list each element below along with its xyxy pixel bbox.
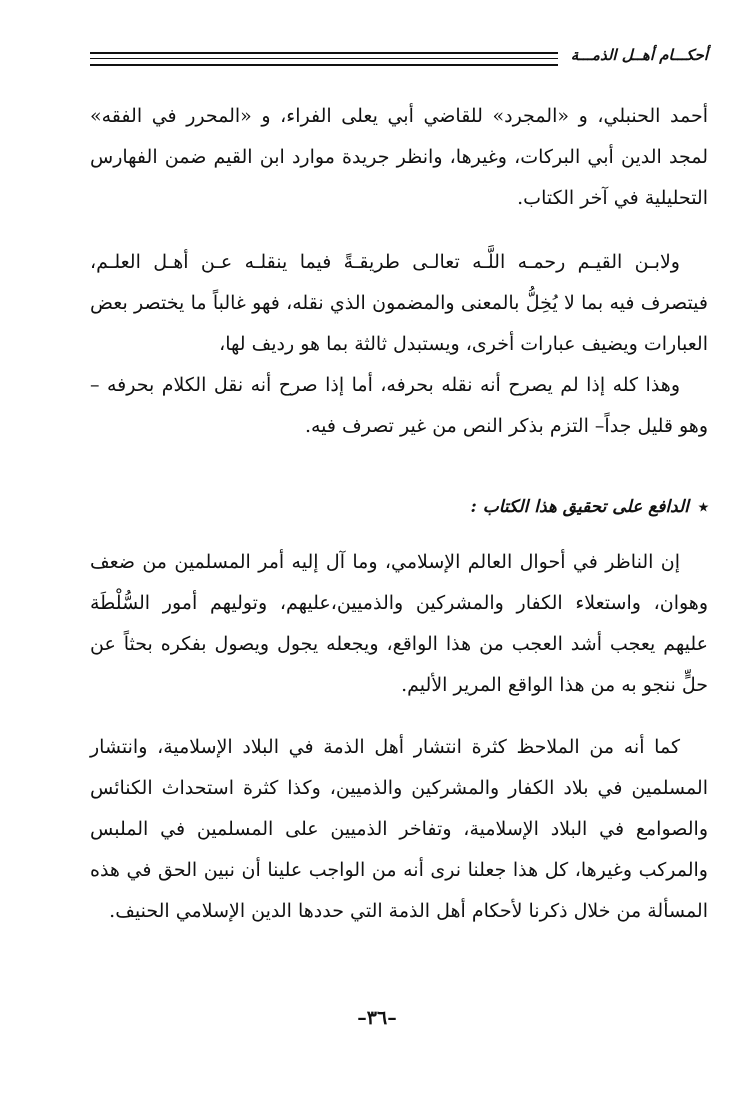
paragraph-sources: أحمد الحنبلي، و «المجرد» للقاضي أبي يعلى الفراء، و «المحرر في الفقه» لمجد الدين أبي البركات، وغيرها، وانظر جريدة موارد ابن القيم ضمن الفهارس التحليلية في آخر الكتاب. <box>90 105 708 209</box>
paragraph-quotation: وهذا كله إذا لم يصرح أنه نقله بحرفه، أما إذا صرح أنه نقل الكلام بحرفه –وهو قليل جداً– التزم بذكر النص من غير تصرف فيه. <box>90 374 708 437</box>
footnote-continuation-block <box>90 96 708 219</box>
section-heading <box>90 492 708 522</box>
motivation-block <box>90 542 708 706</box>
header-rule-middle <box>90 58 558 59</box>
header-rule-top <box>90 52 558 54</box>
paragraph-observation: كما أنه من الملاحظ كثرة انتشار أهل الذمة في البلاد الإسلامية، وانتشار المسلمين في بلاد الكفار والمشركين والذميين، وكذا كثرة استحداث الكنائس والصوامع في البلاد الإسلامية، وتفاخر الذميين على المسلمين في الملبس والمركب وغيرها، كل هذا جعلنا نرى أنه من الواجب علينا أن نبين الحق في هذه المسألة من خلال ذكرنا لأحكام أهل الذمة التي حددها الدين الإسلامي الحنيف. <box>90 736 708 922</box>
running-header <box>90 42 708 70</box>
paragraph-motivation: إن الناظر في أحوال العالم الإسلامي، وما آل إليه أمر المسلمين من ضعف وهوان، واستعلاء الكفار والمشركين والذميين،عليهم، وتوليهم أمور السُّلْطَة عليهم يعجب أشد العجب من هذا الواقع، ويجعله يجول ويصول بفكره بحثاً عن حلٍّ ننجو به من هذا الواقع المرير الأليم. <box>90 551 708 696</box>
section-heading-text: الدافع على تحقيق هذا الكتاب : <box>470 497 689 517</box>
book-title: أحكـــام أهــل الذمـــة <box>563 42 708 68</box>
observation-block <box>90 727 708 932</box>
star-bullet-icon: ⭑ <box>698 497 708 517</box>
page-number: –٣٦– <box>357 1007 397 1029</box>
header-rule-bottom <box>90 64 558 66</box>
method-block <box>90 242 708 447</box>
paragraph-method: ولابـن القيـم رحمـه اللَّـه تعالـى طريقـةً فيما ينقلـه عـن أهـل العلـم، فيتصرف فيه بما لا يُخِلُّ بالمعنى والمضمون الذي نقله، فهو غالباً ما يختصر بعض العبارات ويضيف عبارات أخرى، ويستبدل ثالثة بما هو رديف لها، <box>90 251 708 355</box>
